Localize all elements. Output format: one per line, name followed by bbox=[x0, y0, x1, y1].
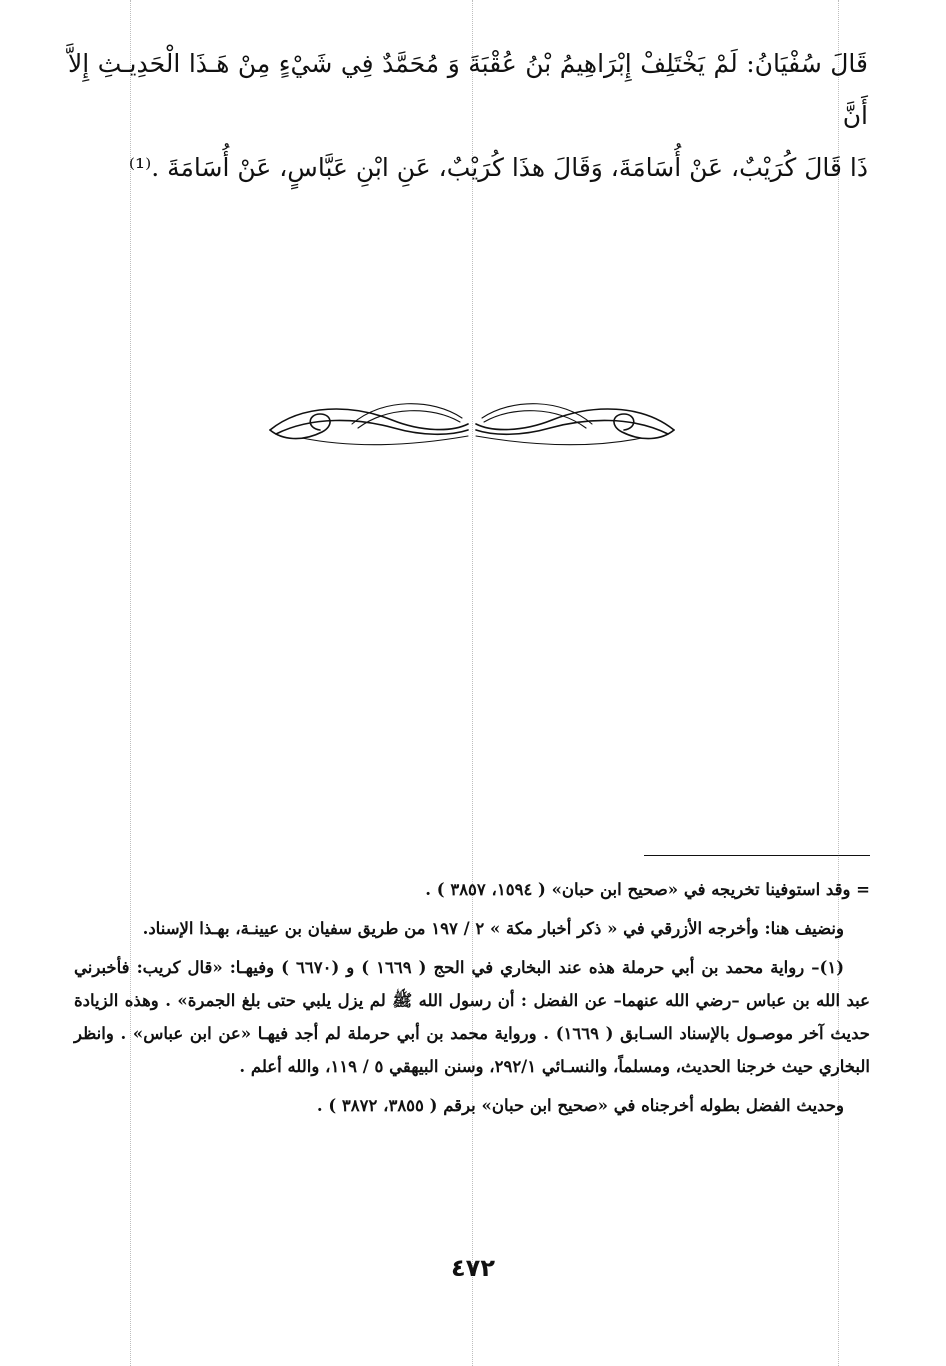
footnotes bbox=[74, 873, 870, 1128]
footnote-1: (١)– رواية محمد بن أبي حرملة هذه عند البخاري في الحج ( ١٦٦٩ ) و (٦٦٧٠ ) وفيهـا: «قال كريب: فأخبرني عبد الله بن عباس –رضي الله عنهما– عن الفضل : أن رسول الله ﷺ لم يزل يلبي حتى بلغ الجمرة» . وهذه الزيادة حديث آخر موصـول بالإسناد السـابق ( ١٦٦٩) . ورواية محمد بن أبي حرملة لم أجد فيهـا «عن ابن عباس» . وانظر البخاري حيث خرجنا الحديث، ومسلماً، والنسـائي ٢٩٢/١، وسنن البيهقي ٥ / ١١٩، والله أعلم . bbox=[74, 958, 870, 1076]
main-text bbox=[68, 38, 868, 194]
column-guide-center bbox=[472, 0, 473, 1366]
footnote-addition: ونضيف هنا: وأخرجه الأزرقي في « ذكر أخبار مكة » ٢ / ١٩٧ من طريق سفيان بن عيينـة، بهـذا الإسناد. bbox=[142, 919, 844, 938]
column-guide-right bbox=[838, 0, 839, 1366]
footnote-separator bbox=[644, 855, 870, 856]
column-guide-left bbox=[130, 0, 131, 1366]
arabesque-divider-icon bbox=[262, 380, 682, 460]
main-text-line-2: ذَا قَالَ كُرَيْبٌ، عَنْ أُسَامَةَ، وَقَالَ هذَا كُرَيْبٌ، عَنِ ابْنِ عَبَّاسٍ، عَنْ أُسَامَةَ .⁽¹⁾ bbox=[128, 153, 868, 182]
footnote-continuation: = وقد استوفينا تخريجه في «صحيح ابن حبان» ( ١٥٩٤، ٣٨٥٧ ) . bbox=[425, 880, 870, 899]
page-number: ٤٧٢ bbox=[451, 1254, 495, 1282]
main-text-line-1: قَالَ سُفْيَانُ: لَمْ يَخْتَلِفْ إِبْرَاهِيمُ بْنُ عُقْبَةَ وَ مُحَمَّدٌ فِي شَيْءٍ مِنْ هَـذَا الْحَدِيـثِ إِلاَّ أَنَّ bbox=[68, 49, 868, 130]
footnote-fadl: وحديث الفضل بطوله أخرجناه في «صحيح ابن حبان» برقم ( ٣٨٥٥، ٣٨٧٢ ) . bbox=[316, 1096, 844, 1115]
